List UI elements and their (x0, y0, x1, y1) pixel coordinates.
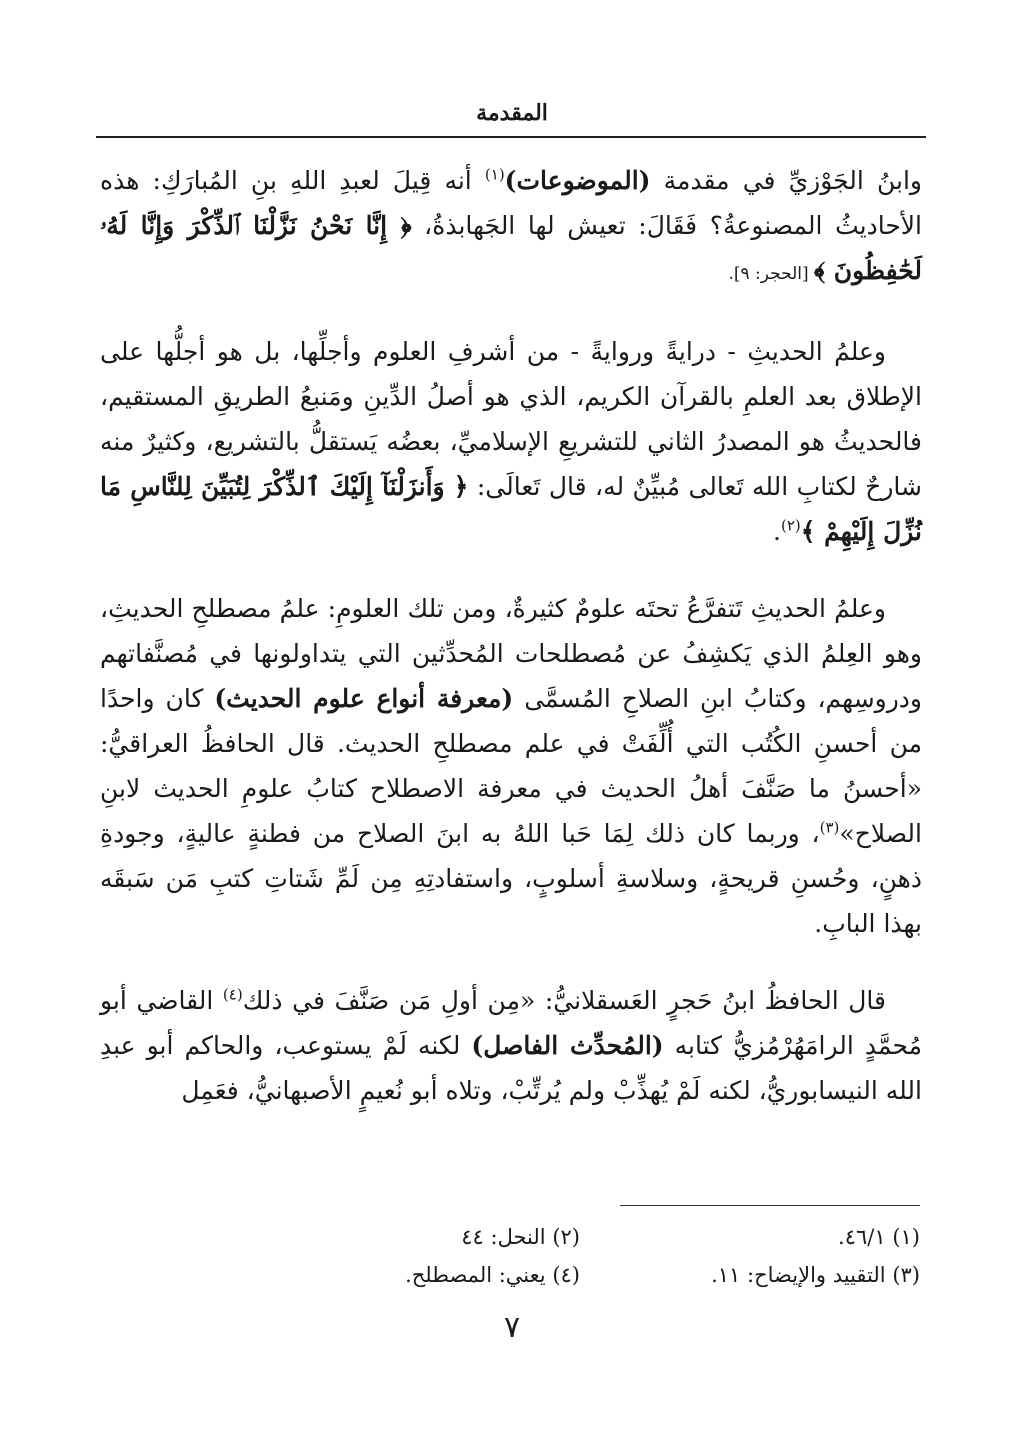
text-run: قال الحافظُ ابنُ حَجرٍ العَسقلانيُّ: «مِن أولِ مَن صَنَّفَ في ذلك (242, 986, 886, 1015)
text-run: وعلمُ الحديثِ - درايةً وروايةً - من أشرفِ العلوم وأجلِّها، بل هو أجلُّها على الإطلاق بعد العلمِ بالقرآن الكريم، الذي هو أصلُ الدِّينِ ومَنبعُ الطريقِ المستقيم، فالحديثُ هو المصدرُ الثاني للتشريعِ الإسلاميِّ، بعضُه يَستقلُّ بالتشريع، وكثيرٌ منه شارحٌ لكتابِ الله تَعالى مُبيِّنٌ له، قال تَعالَى: (100, 337, 922, 501)
quran-verse: ﴿ إِنَّا نَحْنُ نَزَّلْنَا ٱلذِّكْرَ وَإِنَّا لَهُۥ لَحَٰفِظُونَ ﴾ (100, 211, 922, 285)
footnote-text: يعني: المصطلح. (405, 1263, 546, 1287)
footnote-number: (٤) (552, 1263, 580, 1287)
page-header-title: المقدمة (476, 100, 548, 126)
footnote-text: ٤٦/١. (838, 1225, 886, 1249)
footnote-marker: (٤) (222, 985, 243, 1004)
footnote-marker: (٣) (819, 818, 840, 837)
footnote-number: (١) (892, 1225, 920, 1249)
book-title: (معرفة أنواع علوم الحديث) (214, 684, 514, 713)
paragraph-2 (100, 329, 922, 554)
text-run: ، وربما كان ذلك لِمَا حَبا اللهُ به ابنَ الصلاح من فطنةٍ عاليةٍ، وجودةِ ذهنٍ، وحُسنِ قريحةٍ، وسلاسةِ أسلوبٍ، واستفادتِهِ مِن لَمِّ شَتاتِ كتبِ مَن سَبقَه بهذا البابِ. (100, 819, 922, 938)
header-divider (96, 136, 926, 138)
book-title: (الموضوعات) (504, 166, 651, 195)
footnote-row (240, 1218, 920, 1256)
footnote-2 (240, 1218, 580, 1256)
footnote-text: التقييد والإيضاح: ١١. (711, 1263, 886, 1287)
footnote-marker: (١) (484, 165, 505, 184)
text-run: وعلمُ الحديثِ تَتفرَّعُ تحتَه علومٌ كثيرةٌ، ومن تلك العلومِ: علمُ مصطلحِ الحديثِ، وهو العِلمُ الذي يَكشِفُ عن مُصطلحات المُحدِّثين التي يتداولونها في مُصنَّفاتهم ودروسِهم، وكتابُ ابنِ الصلاحِ المُسمَّى (100, 594, 923, 713)
footnote-divider (620, 1205, 920, 1206)
main-text (100, 158, 922, 1145)
footnote-3 (580, 1256, 920, 1294)
footnote-1 (580, 1218, 920, 1256)
text-run: القاضي أبو مُحمَّدٍ الرامَهُرْمُزيُّ كتابه (100, 986, 922, 1060)
verse-reference: [الحجر: ٩]. (728, 264, 815, 284)
page-number: ٧ (503, 1310, 521, 1345)
footnotes (240, 1218, 920, 1294)
footnote-row (240, 1256, 920, 1294)
text-run: كان واحدًا من أحسنِ الكُتُب التي أُلِّفَتْ في علم مصطلحِ الحديث. قال الحافظُ العراقيُّ: «أحسنُ ما صَنَّفَ أهلُ الحديث في معرفة الاصطلاح كتابُ علومِ الحديث لابنِ الصلاح» (100, 684, 922, 848)
text-run: أنه قِيلَ لعبدِ اللهِ بنِ المُبارَكِ: هذه الأحاديثُ المصنوعةُ؟ فَقَالَ: تعيش لها الجَهابذةُ، (100, 166, 923, 240)
text-run: وابنُ الجَوْزيِّ في مقدمة (650, 166, 922, 195)
paragraph-1 (100, 158, 922, 297)
footnote-4 (240, 1256, 580, 1294)
footnote-number: (٣) (892, 1263, 920, 1287)
quran-verse: ﴿ وَأَنزَلْنَآ إِلَيْكَ ٱلذِّكْرَ لِتُبَيِّنَ لِلنَّاسِ مَا نُزِّلَ إِلَيْهِمْ ﴾ (100, 472, 922, 546)
footnote-number: (٢) (552, 1225, 580, 1249)
book-title: (المُحدِّث الفاصل) (471, 1031, 664, 1060)
text-run: لكنه لَمْ يستوعب، والحاكم أبو عبدِ الله النيسابوريُّ، لكنه لَمْ يُهذِّبْ ولم يُرتِّبْ، وتلاه أبو نُعيمٍ الأصبهانيُّ، فعَمِل (100, 1031, 922, 1105)
footnote-text: النحل: ٤٤ (461, 1225, 546, 1249)
paragraph-4 (100, 978, 922, 1113)
text-run: . (773, 517, 781, 546)
paragraph-3 (100, 586, 922, 946)
footnote-marker: (٢) (780, 516, 801, 535)
